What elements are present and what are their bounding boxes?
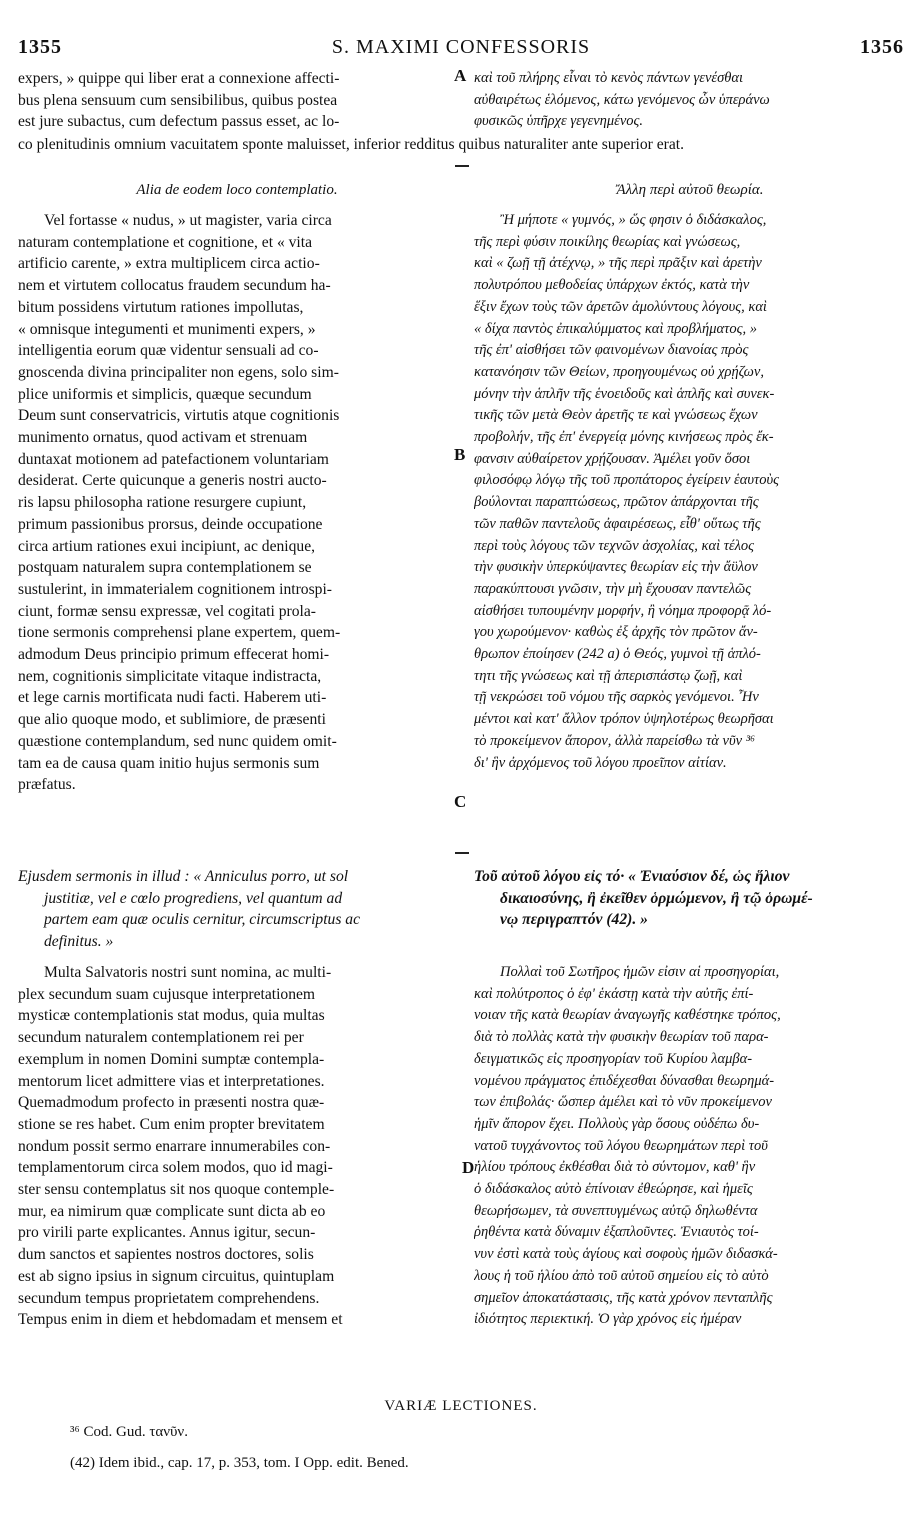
text-line: Tempus enim in diem et hebdomadam et mensem et xyxy=(18,1311,343,1329)
text-line: exemplum in nomen Domini sumptæ contempla- xyxy=(18,1050,325,1068)
text-line: τῶν παθῶν παντελοῦς ἀφαιρέσεως, εἶθ' οὕτως τῆς xyxy=(474,515,761,532)
text-line: αἰσθήσει τυπουμένην μορφήν, ἢ νόημα προφορᾷ λό- xyxy=(474,602,772,619)
text-line: πολυτρόπου μεθοδείας ὑπάρχων ἐκτός, κατὰ τὴν xyxy=(474,277,750,294)
text-line: των ἐπιβολάς· ὥσπερ ἀμέλει καὶ τὸ νῦν προκείμενον xyxy=(474,1094,772,1111)
text-line: bus plena sensuum cum sensibilibus, quibus postea xyxy=(18,91,338,109)
text-line: θρωπον ἐποίησεν (242 a) ὁ Θεός, γυμνοὶ τῇ ἁπλό- xyxy=(474,646,761,663)
text-line: dum sanctos et sapientes nostros doctores, solis xyxy=(18,1246,314,1264)
text-line: νοιαν τῆς κατὰ θεωρίαν ἀναγωγῆς καθέστηκε τρόπος, xyxy=(474,1007,781,1024)
text-line: περὶ τοὺς λόγους τῶν τεχνῶν ἀσχολίας, καὶ τέλος xyxy=(474,537,755,554)
footnote-36: ³⁶ Cod. Gud. τανῦν. xyxy=(70,1424,188,1440)
latin-column-2 xyxy=(18,962,456,1331)
text-line: νομένου πράγματος ἐπιδέχεσθαι δύνασθαι θεωρημά- xyxy=(474,1072,775,1089)
top-greek xyxy=(474,68,906,133)
text-line: admodum Deus principio primum effecerat homi- xyxy=(18,646,330,664)
text-line: γου χωρούμενον· καθὼς ἐξ ἀρχῆς τὸν πρῶτον ἄν- xyxy=(474,624,758,641)
title-line: partem eam quæ oculis cernitur, circumscriptus ac xyxy=(44,911,361,929)
text-line: νυν ἐστὶ κατὰ τοὺς ἁγίους καὶ σοφοὺς ἡμῶν διδασκά- xyxy=(474,1246,778,1263)
text-line: ἡλίου τρόπους ἐκθέσθαι διὰ τὸ σύντομον, καθ' ἣν xyxy=(474,1159,756,1176)
title-line: definitus. » xyxy=(44,933,114,951)
text-line: est ab signo ipsius in signum circuitus, quintuplam xyxy=(18,1267,335,1285)
text-line: φανσιν αὐθαίρετον χρῄζουσαν. Ἀμέλει γοῦν ὅσοι xyxy=(474,450,751,467)
text-line: mur, ea nimirum quæ complicate sunt dicta ab eo xyxy=(18,1202,326,1220)
title-line: Ejusdem sermonis in illud : « Anniculus porro, ut sol xyxy=(18,868,349,885)
text-line: præfatus. xyxy=(18,776,76,794)
margin-marker-c: C xyxy=(454,792,467,811)
text-line: Multa Salvatoris nostri sunt nomina, ac multi- xyxy=(44,964,332,981)
margin-marker-a: A xyxy=(454,66,467,85)
text-line: δι' ἣν ἀρχόμενος τοῦ λόγου προεῖπον αἰτίαν. xyxy=(474,754,727,771)
text-line: bitum possidens virtutum rationes impollutas, xyxy=(18,298,304,316)
text-line: est jure subactus, cum defectum passus esset, ac lo- xyxy=(18,113,340,131)
text-line: tione sermonis comprehensi plane expertem, quem- xyxy=(18,624,341,642)
text-line: αὐθαιρέτως ἑλόμενος, κάτω γενόμενος ὧν ὑπεράνω xyxy=(474,91,770,108)
text-line: τικῆς τῶν μετὰ Θεὸν ἀρετῆς τε καὶ γνώσεως ἔχων xyxy=(474,407,758,424)
section-divider xyxy=(455,852,469,854)
text-line: Deum sunt conservatricis, virtutis atque cognitionis xyxy=(18,407,340,425)
section-title-greek-2 xyxy=(474,866,906,931)
text-line: δειγματικῶς εἰς προσηγορίαν τοῦ Κυρίου λαμβα- xyxy=(474,1050,753,1067)
text-line: ris lapsu philosopha ratione resurgere cupiunt, xyxy=(18,494,307,512)
variae-lectiones-heading: VARIÆ LECTIONES. xyxy=(384,1398,538,1414)
text-line: διὰ τὸ πολλὰς κατὰ τὴν φυσικὴν θεωρίαν τοῦ παρα- xyxy=(474,1029,769,1046)
text-line: « δίχα παντὸς ἐπικαλύμματος καὶ προβλήματος, » xyxy=(474,320,757,337)
text-line: τῇ νεκρώσει τοῦ νόμου τῆς σαρκὸς γενόμενοι. Ἦν xyxy=(474,689,759,706)
text-line: ἰδιότητος περιεκτική. Ὁ γὰρ χρόνος εἰς ἡμέραν xyxy=(474,1311,742,1328)
text-line: sustulerint, in immaterialem cognitionem introspi- xyxy=(18,580,332,598)
text-line: plex secundum suam cujusque interpretationem xyxy=(18,985,316,1003)
text-line: nondum possit sermo enarrare innumerabiles con- xyxy=(18,1137,331,1155)
page-header xyxy=(18,36,904,64)
text-line: τητι τῆς γνώσεως καὶ τῇ ἀπερισπάστῳ ζωῇ, καὶ xyxy=(474,667,743,684)
text-line: καὶ τοῦ πλήρης εἶναι τὸ κενὸς πάντων γενέσθαι xyxy=(474,70,744,86)
section-divider xyxy=(455,165,469,167)
text-line: θεωρήσωμεν, τὰ συνεπτυγμένως αὐτῷ δηλωθέντα xyxy=(474,1202,758,1219)
text-line: intelligentia eorum quæ videntur sensuali ad co- xyxy=(18,342,319,360)
text-line: mysticæ contemplationis stat modus, quia multas xyxy=(18,1007,325,1025)
text-line: φυσικῶς ὑπῆρχε γεγενημένος. xyxy=(474,113,644,130)
text-line: τῆς ἐπ' αἰσθήσει τῶν φαινομένων διανοίας πρὸς xyxy=(474,342,749,359)
text-line: μέντοι καὶ κατ' ἄλλον τρόπον ὑψηλοτέρως θεωρῆσαι xyxy=(474,711,774,728)
title-line: justitiæ, vel e cœlo progrediens, vel quantum ad xyxy=(44,889,343,907)
text-line: μόνην τὴν ἁπλῆν τῆς ἑνοειδοῦς καὶ ἁπλῆς καὶ συνεκ- xyxy=(474,385,775,402)
footnote-42: (42) Idem ibid., cap. 17, p. 353, tom. I Opp. edit. Bened. xyxy=(70,1455,409,1471)
text-line: σημεῖον ἀποκατάστασις, τῆς κατὰ χρόνον πενταπλῆς xyxy=(474,1289,773,1306)
text-line: Πολλαὶ τοῦ Σωτῆρος ἡμῶν εἰσιν αἱ προσηγορίαι, xyxy=(500,964,780,980)
running-title: S. MAXIMI CONFESSORIS xyxy=(331,36,591,58)
text-line: tam ea de causa quam initio hujus sermonis sum xyxy=(18,754,320,772)
text-line: κατανόησιν τῶν Θείων, προηγουμένως οὐ χρῄζων, xyxy=(474,363,764,380)
text-line: nem, cognitionis simplicitate vitaque indistracta, xyxy=(18,667,322,685)
text-line: secundum naturalem contemplationem rei per xyxy=(18,1029,304,1047)
top-full-line: co plenitudinis omnium vacuitatem sponte maluisset, inferior redditus quibus naturaliter ante superior erat. xyxy=(18,136,685,153)
text-line: παρακύπτουσι γνῶσιν, τὴν μὴ ἔχουσαν παντελῶς xyxy=(474,580,752,597)
title-line: νῳ περιγραπτόν (42). » xyxy=(500,911,648,929)
section-title-greek: Ἄλλη περὶ αὐτοῦ θεωρία. xyxy=(616,182,764,198)
title-line: δικαιοσύνης, ἢ ἐκεῖθεν ὁρμώμενον, ἢ τῷ ὁρωμέ- xyxy=(500,889,813,907)
text-line: Ἢ μήποτε « γυμνός, » ὥς φησιν ὁ διδάσκαλος, xyxy=(500,212,767,228)
text-line: ciunt, formæ sensu expressæ, vel cogitati prola- xyxy=(18,602,316,620)
text-line: que alio quoque modo, et sublimiore, de præsenti xyxy=(18,711,326,729)
text-line: τὸ προκείμενον ἄπορον, ἀλλὰ παρείσθω τὰ νῦν ³⁶ xyxy=(474,732,756,749)
margin-marker-d: D xyxy=(462,1158,475,1177)
text-line: secundum tempus proprietatem comprehendens. xyxy=(18,1289,320,1307)
text-line: τὴν φυσικὴν ὑπερκύψαντες θεωρίαν εἰς τὴν ἄϋλον xyxy=(474,559,758,576)
text-line: « omnisque integumenti et munimenti expers, » xyxy=(18,320,316,338)
text-line: quæstione contemplandum, sed nunc quidem omit- xyxy=(18,732,337,750)
text-line: munimento ornatus, quod activam et strenuam xyxy=(18,429,308,447)
text-line: desiderat. Certe quicunque a generis nostri aucto- xyxy=(18,472,327,490)
text-line: λους ἡ τοῦ ἡλίου ἀπὸ τοῦ αὐτοῦ σημείου εἰς τὸ αὐτὸ xyxy=(474,1267,769,1284)
text-line: φιλοσόφῳ λόγῳ τῆς τοῦ προπάτορος ἐγείρειν ἑαυτοὺς xyxy=(474,472,779,489)
text-line: et lege carnis mortificata nudi facti. Haberem uti- xyxy=(18,689,327,707)
text-line: circa artium rationes exui incipiunt, ac denique, xyxy=(18,537,316,555)
text-line: plice uniformis et simplicis, quæque secundum xyxy=(18,385,312,403)
text-line: καὶ πολύτροπος ὁ ἐφ' ἑκάστῃ κατὰ τὴν αὐτῆς ἐπί- xyxy=(474,985,754,1002)
section-title-latin: Alia de eodem loco contemplatio. xyxy=(136,182,338,198)
page-number-left: 1355 xyxy=(18,36,62,58)
text-line: ster sensu contemplatus sit nos quoque contemple- xyxy=(18,1181,335,1199)
text-line: Quemadmodum profecto in præsenti nostra quæ- xyxy=(18,1094,325,1112)
text-line: προβολήν, τῆς ἐπ' ἐνεργείᾳ μόνης κινήσεως πρὸς ἔκ- xyxy=(474,429,774,446)
page-number-right: 1356 xyxy=(860,36,904,58)
text-line: artificio carente, » extra multiplicem circa actio- xyxy=(18,255,320,273)
latin-column-1 xyxy=(18,210,456,796)
margin-marker-b: B xyxy=(454,445,466,464)
text-line: ῥηθέντα κατὰ δύναμιν ἐξαπλοῦντες. Ἐνιαυτὸς τοί- xyxy=(474,1224,759,1241)
text-line: pro virili parte explicantes. Annus igitur, secun- xyxy=(18,1224,316,1242)
text-line: templamentorum circa solem modos, quo id magi- xyxy=(18,1159,333,1177)
text-line: Vel fortasse « nudus, » ut magister, varia circa xyxy=(44,212,332,229)
text-line: ὁ διδάσκαλος αὐτὸ ἐπίνοιαν ἐθεώρησε, καὶ ἡμεῖς xyxy=(474,1181,753,1198)
text-line: νατοῦ τυγχάνοντος τοῦ λόγου θεωρημάτων περὶ τοῦ xyxy=(474,1137,768,1154)
text-line: stione se res habet. Cum enim propter brevitatem xyxy=(18,1115,325,1133)
text-line: naturam contemplatione et cognitione, et « vita xyxy=(18,233,313,251)
text-line: duntaxat motionem ad patefactionem voluntariam xyxy=(18,450,329,468)
text-line: gnoscenda divina principaliter non egens, solo sim- xyxy=(18,363,339,381)
text-line: ἡμῖν ἄπορον ἔχει. Πολλοὺς γὰρ ὅσους οὐδέπω δυ- xyxy=(474,1115,760,1132)
text-line: ἕξιν ἔχων τοὺς τῶν ἀρετῶν ἀμολύντους λόγους, καὶ xyxy=(474,298,767,315)
text-line: nem et virtutem collocatus fraudem secundum ha- xyxy=(18,277,331,295)
top-latin xyxy=(18,68,456,133)
title-line: Τοῦ αὐτοῦ λόγου εἰς τό· « Ἐνιαύσιον δέ, ὡς ἥλιον xyxy=(474,868,790,885)
section-title-latin-2 xyxy=(18,866,456,953)
greek-column-2 xyxy=(474,962,906,1331)
text-line: primum passionibus prorsus, deinde occupatione xyxy=(18,515,323,533)
text-line: βούλονται παραπτώσεως, πρῶτον ἀπάρχονται τῆς xyxy=(474,494,759,511)
text-line: καὶ « ζωῇ τῇ ἀτέχνῳ, » τῆς περὶ πρᾶξιν καὶ ἀρετὴν xyxy=(474,255,762,272)
text-line: mentorum licet admittere vias et interpretationes. xyxy=(18,1072,325,1090)
text-line: expers, » quippe qui liber erat a connexione affecti- xyxy=(18,70,340,87)
greek-column-1 xyxy=(474,210,906,774)
text-line: τῆς περὶ φύσιν ποικίλης θεωρίας καὶ γνώσεως, xyxy=(474,233,741,250)
text-line: postquam naturalem supra contemplationem se xyxy=(18,559,312,577)
